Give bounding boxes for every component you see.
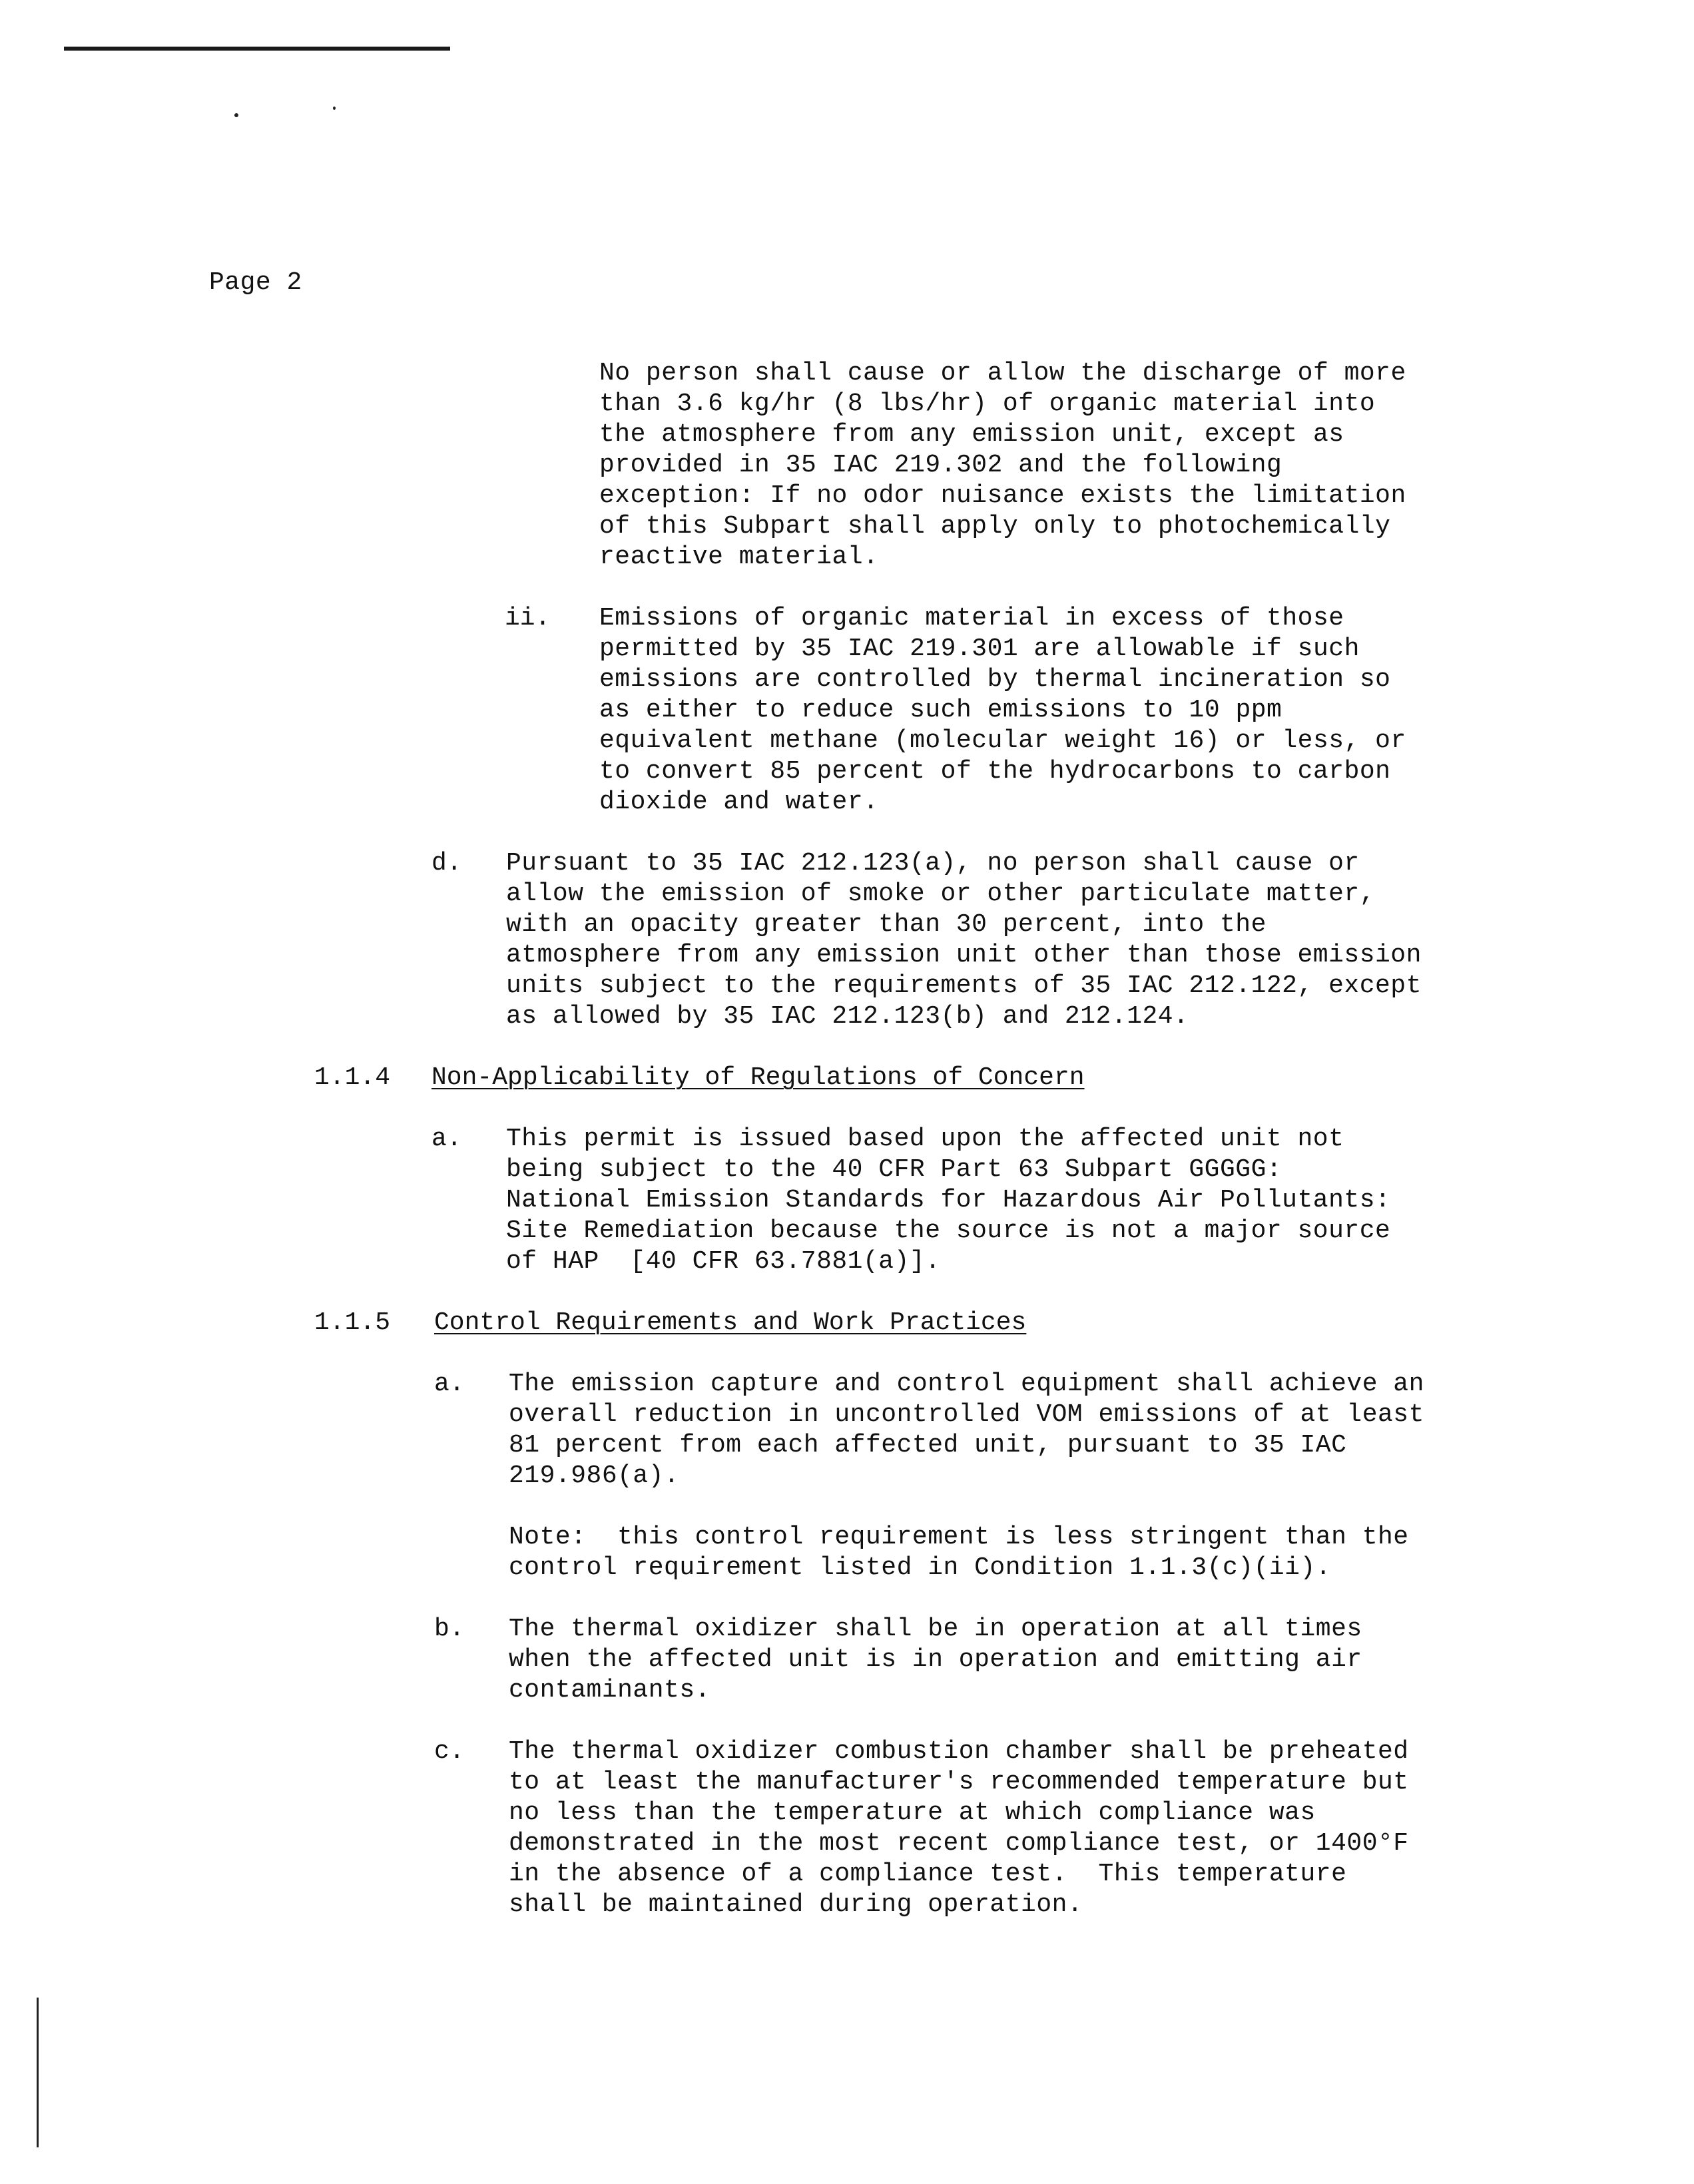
list-marker: ii.: [505, 604, 551, 633]
list-marker: d.: [431, 849, 462, 878]
paragraph-d: [506, 848, 1422, 1032]
text-line: of HAP [40 CFR 63.7881(a)].: [506, 1247, 941, 1276]
page-label: Page 2: [209, 268, 302, 297]
top-rule: [64, 47, 450, 51]
text-line: when the affected unit is in operation and emitting air: [509, 1645, 1362, 1674]
text-line: The emission capture and control equipment shall achieve an: [509, 1370, 1424, 1398]
paragraph-c-i: [599, 358, 1406, 573]
list-marker: a.: [431, 1125, 462, 1153]
text-line: as allowed by 35 IAC 212.123(b) and 212.124.: [506, 1002, 1189, 1031]
list-marker: a.: [434, 1370, 465, 1398]
list-marker: b.: [434, 1615, 465, 1643]
text-line: National Emission Standards for Hazardous Air Pollutants:: [506, 1186, 1391, 1215]
text-line: with an opacity greater than 30 percent, into the: [506, 910, 1267, 939]
text-line: Site Remediation because the source is not a major source: [506, 1217, 1391, 1245]
note-115-a: [509, 1522, 1409, 1583]
section-number: 1.1.4: [314, 1063, 391, 1092]
text-line: exception: If no odor nuisance exists the limitation: [599, 481, 1406, 510]
margin-mark: [37, 1998, 39, 2147]
text-line: to convert 85 percent of the hydrocarbons to carbon: [599, 757, 1391, 786]
text-line: provided in 35 IAC 219.302 and the following: [599, 451, 1282, 479]
section-number: 1.1.5: [314, 1308, 391, 1337]
text-line: being subject to the 40 CFR Part 63 Subpart GGGGG:: [506, 1155, 1282, 1184]
scan-speck: [234, 113, 238, 117]
text-line: in the absence of a compliance test. This temperature: [509, 1860, 1347, 1888]
text-line: 81 percent from each affected unit, pursuant to 35 IAC: [509, 1431, 1347, 1460]
text-line: control requirement listed in Condition 1.1.3(c)(ii).: [509, 1553, 1332, 1582]
paragraph-115-b: [509, 1614, 1362, 1706]
paragraph-c-ii: [599, 603, 1406, 818]
text-line: no less than the temperature at which compliance was: [509, 1798, 1316, 1827]
text-line: dioxide and water.: [599, 788, 879, 816]
list-marker: c.: [434, 1737, 465, 1766]
text-line: contaminants.: [509, 1676, 710, 1705]
text-line: permitted by 35 IAC 219.301 are allowable if such: [599, 635, 1360, 663]
text-line: allow the emission of smoke or other particulate matter,: [506, 880, 1376, 908]
text-line: Note: this control requirement is less stringent than the: [509, 1523, 1409, 1551]
paragraph-114-a: [506, 1124, 1390, 1277]
text-line: of this Subpart shall apply only to photochemically: [599, 512, 1391, 541]
text-line: Emissions of organic material in excess of those: [599, 604, 1344, 633]
text-line: Pursuant to 35 IAC 212.123(a), no person shall cause or: [506, 849, 1360, 878]
text-line: equivalent methane (molecular weight 16) or less, or: [599, 726, 1406, 755]
text-line: the atmosphere from any emission unit, except as: [599, 420, 1344, 449]
text-line: No person shall cause or allow the discharge of more: [599, 359, 1406, 388]
text-line: The thermal oxidizer combustion chamber shall be preheated: [509, 1737, 1409, 1766]
text-line: The thermal oxidizer shall be in operation at all times: [509, 1615, 1362, 1643]
paragraph-115-c: [509, 1737, 1409, 1920]
text-line: overall reduction in uncontrolled VOM emissions of at least: [509, 1400, 1424, 1429]
text-line: to at least the manufacturer's recommended temperature but: [509, 1768, 1409, 1796]
text-line: 219.986(a).: [509, 1462, 680, 1490]
text-line: shall be maintained during operation.: [509, 1890, 1083, 1919]
text-line: as either to reduce such emissions to 10 ppm: [599, 696, 1282, 724]
text-line: reactive material.: [599, 543, 879, 571]
text-line: demonstrated in the most recent compliance test, or 1400°F: [509, 1829, 1409, 1858]
scan-speck: [333, 107, 336, 110]
text-line: atmosphere from any emission unit other than those emission: [506, 941, 1422, 969]
text-line: This permit is issued based upon the affected unit not: [506, 1125, 1344, 1153]
text-line: emissions are controlled by thermal incineration so: [599, 665, 1391, 694]
section-heading: Control Requirements and Work Practices: [434, 1308, 1027, 1337]
text-line: than 3.6 kg/hr (8 lbs/hr) of organic material into: [599, 390, 1376, 418]
text-line: units subject to the requirements of 35 IAC 212.122, except: [506, 971, 1422, 1000]
paragraph-115-a: [509, 1369, 1424, 1492]
section-heading: Non-Applicability of Regulations of Concern: [431, 1063, 1085, 1092]
